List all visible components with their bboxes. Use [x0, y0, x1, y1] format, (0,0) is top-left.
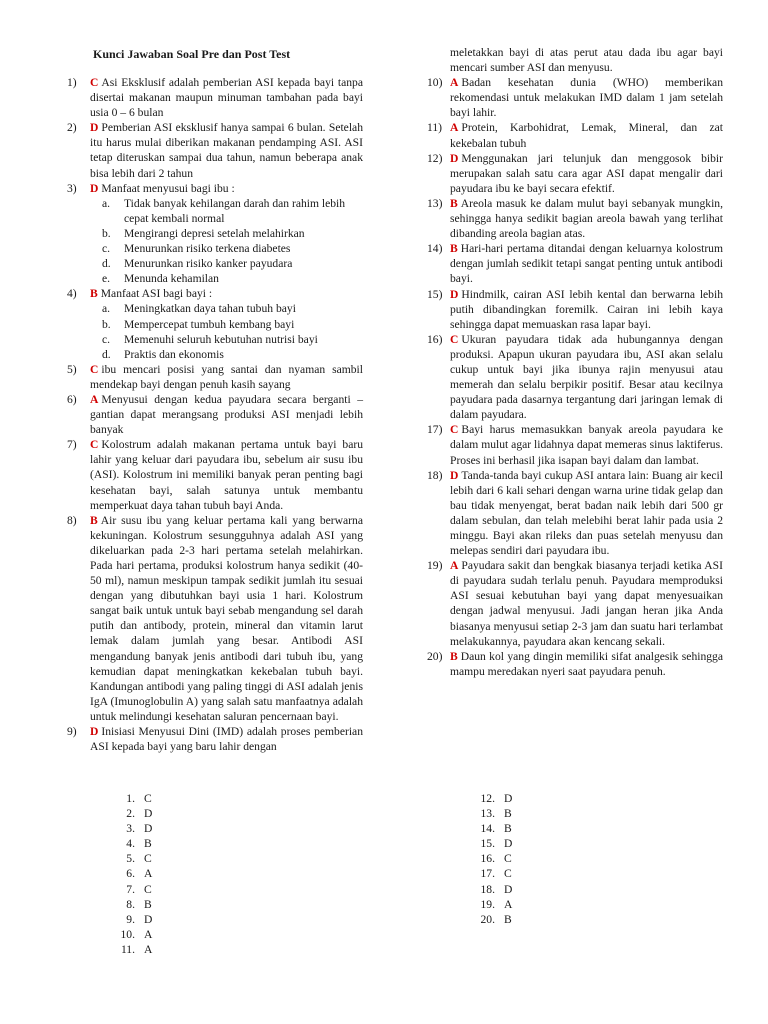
key-number: 4.	[126, 837, 135, 851]
item-text	[450, 287, 723, 332]
sub-list-item	[102, 301, 363, 316]
sub-list-item	[102, 332, 363, 347]
continued-text: meletakkan bayi di atas perut atau dada ibu agar bayi mencari sumber ASI dan menyusu.	[450, 46, 723, 75]
key-answer: C	[504, 867, 512, 881]
key-number: 6.	[126, 867, 135, 881]
answer-key-row	[113, 851, 152, 866]
left-column	[67, 75, 363, 754]
key-number: 8.	[126, 897, 135, 911]
item-number: 2)	[67, 121, 77, 135]
key-number: 14.	[480, 822, 495, 836]
sub-item-letter: e.	[102, 272, 111, 286]
item-text	[450, 468, 723, 559]
explanation-text: Payudara sakit dan bengkak biasanya terjadi ketika ASI di payudara sudah terlalu penuh. Payudara memproduksi ASI sesuai kebutuhan bayi yang dapat menyesuaikan dengan jadwal menyusui. Jadi jangan heran jika Anda biasanya menyusui setiap 2-3 jam dan suatu hari terlambat melakukannya, payudara akan kencang sekali.	[450, 559, 723, 648]
answer-key-left	[113, 791, 152, 957]
key-answer: C	[144, 882, 152, 896]
item-text	[90, 75, 363, 120]
item-number: 5)	[67, 362, 77, 376]
key-number: 12.	[480, 792, 495, 805]
item-text	[90, 120, 363, 180]
answer-key-row	[113, 912, 152, 927]
key-number: 2.	[126, 807, 135, 821]
answer-letter: A	[450, 76, 459, 90]
key-number: 20.	[480, 912, 495, 926]
item-text	[90, 724, 363, 754]
answer-item	[427, 241, 723, 286]
key-answer: D	[144, 807, 153, 821]
sub-item-letter: d.	[102, 257, 111, 271]
explanation-text: Ukuran payudara tidak ada hubungannya dengan produksi. Apapun ukuran payudara ibu, ASI akan selalu cukup untuk bayi jika ibunya rajin menyusui atau memerah dan selalu berpikir positif. Besar atau kecilnya payudara pada dasarnya tergantung dari jaringan lemak di dalam payudara.	[450, 332, 723, 422]
answer-item	[427, 649, 723, 679]
item-text	[90, 437, 363, 512]
item-number: 17)	[427, 423, 443, 437]
explanation-text: Inisiasi Menyusui Dini (IMD) adalah proses pemberian ASI kepada bayi yang baru lahir dengan	[90, 725, 363, 754]
answer-item	[67, 392, 363, 437]
item-text	[450, 120, 723, 150]
answer-item	[67, 286, 363, 361]
item-number: 4)	[67, 287, 77, 301]
item-number: 1)	[67, 76, 77, 89]
answer-letter: B	[90, 513, 98, 527]
explanation-text: Air susu ibu yang keluar pertama kali yang berwarna kekuningan. Kolostrum sesungguhnya adalah ASI yang dikeluarkan pada 2-3 hari pertama setelah melahirkan. Pada hari pertama, produksi kolostrum hanya sedikit (40-50 ml), namun meskipun tampak sedikit jumlah itu sesuai dengan yang dibutuhkan bayi usia 1 hari. Kolostrum sangat baik untuk untuk bayi sebab mengandung sel darah putih dan antibody, protein, mineral dan vitamin larut lemak dalam jumlah yang besar. Antibodi ASI mengandung banyak jenis antibodi dari tubuh ibu, yang kemudian dapat meningkatkan kekebalan tubuh bayi. Kandungan antibodi yang paling tinggi di ASI adalah jenis IgA (Imunoglobulin A) yang salah satu manfaatnya adalah untuk melindungi kesehatan saluran pencernaan bayi.	[90, 513, 363, 723]
key-answer: A	[144, 942, 153, 956]
item-text	[450, 196, 723, 241]
item-number: 11)	[427, 121, 443, 135]
key-number: 15.	[480, 837, 495, 851]
answer-letter: B	[90, 287, 98, 301]
sub-item-text: Menurunkan risiko kanker payudara	[124, 257, 293, 271]
explanation-text: Kolostrum adalah makanan pertama untuk bayi baru lahir yang keluar dari payudara ibu, sebelum air susu ibu (ASI). Kolostrum ini memiliki banyak peran penting bagi kesehatan bayi, salah satunya untuk membantu memperkuat daya tahan tubuh bayi Anda.	[90, 438, 363, 512]
answer-key-row	[113, 927, 152, 942]
sub-list-item	[102, 271, 363, 286]
item-text	[90, 392, 363, 437]
answer-key-row	[473, 912, 512, 927]
answer-letter: B	[450, 242, 458, 256]
answer-letter: D	[90, 181, 99, 195]
answer-item	[67, 513, 363, 724]
item-text	[450, 241, 723, 286]
answer-item	[67, 724, 363, 754]
key-answer: A	[144, 867, 153, 881]
explanation-text: Menyusui dengan kedua payudara secara berganti – gantian dapat merangsang produksi ASI menjadi lebih banyak	[90, 392, 363, 437]
answer-item	[67, 437, 363, 512]
key-number: 11.	[120, 942, 135, 956]
answer-letter: A	[90, 392, 99, 406]
item-number: 13)	[427, 196, 443, 210]
item-text	[450, 332, 723, 423]
answer-item	[67, 181, 363, 287]
key-answer: A	[504, 897, 513, 911]
key-answer: C	[144, 852, 152, 866]
item-number: 8)	[67, 513, 77, 527]
explanation-text: Manfaat ASI bagi bayi :	[100, 287, 213, 301]
sub-list	[90, 196, 363, 287]
answer-item	[427, 468, 723, 559]
answer-item	[427, 558, 723, 649]
answer-key-row	[473, 851, 512, 866]
sub-item-text: Menurunkan risiko terkena diabetes	[124, 242, 291, 256]
key-answer: C	[144, 792, 152, 805]
key-number: 9.	[126, 912, 135, 926]
item-text	[450, 75, 723, 120]
item-text	[90, 362, 363, 392]
answer-letter: A	[450, 121, 459, 135]
item-number: 19)	[427, 559, 443, 573]
sub-item-text: Mempercepat tumbuh kembang bayi	[124, 317, 295, 331]
sub-item-letter: b.	[102, 317, 111, 331]
answer-letter: D	[450, 468, 459, 482]
sub-list	[90, 301, 363, 361]
item-text	[450, 558, 723, 649]
explanation-text: Asi Eksklusif adalah pemberian ASI kepada bayi tanpa disertai makanan maupun minuman tambahan pada bayi usia 0 – 6 bulan	[90, 76, 363, 120]
key-answer: D	[504, 837, 513, 851]
answer-letter: D	[450, 287, 459, 301]
answer-key-row	[113, 836, 152, 851]
answer-item	[67, 120, 363, 180]
sub-item-letter: c.	[102, 242, 111, 256]
item-text	[90, 181, 363, 196]
key-answer: B	[144, 837, 152, 851]
key-answer: B	[144, 897, 152, 911]
sub-item-text: Mengirangi depresi setelah melahirkan	[124, 226, 305, 240]
key-answer: B	[504, 822, 512, 836]
key-answer: A	[144, 927, 153, 941]
key-number: 17.	[480, 867, 495, 881]
answer-key-row	[473, 866, 512, 881]
key-answer: C	[504, 852, 512, 866]
sub-item-letter: b.	[102, 226, 111, 240]
answer-key-row	[113, 821, 152, 836]
explanation-text: Badan kesehatan dunia (WHO) memberikan rekomendasi untuk melakukan IMD dalam 1 jam setelah bayi lahir.	[450, 76, 723, 120]
item-number: 10)	[427, 76, 443, 90]
answer-letter: A	[450, 559, 459, 573]
item-text	[90, 513, 363, 724]
answer-letter: C	[90, 438, 99, 452]
item-number: 7)	[67, 438, 77, 452]
answer-letter: B	[450, 196, 458, 210]
answer-key-row	[113, 791, 152, 806]
sub-item-text: Praktis dan ekonomis	[124, 347, 224, 361]
item-text	[450, 649, 723, 679]
item-number: 18)	[427, 468, 443, 482]
sub-list-item	[102, 226, 363, 241]
answer-letter: C	[90, 362, 99, 376]
sub-item-text: Tidak banyak kehilangan darah dan rahim lebih cepat kembali normal	[124, 196, 346, 225]
explanation-text: Hindmilk, cairan ASI lebih kental dan berwarna lebih putih dibandingkan foremilk. Cairan ini lebih kaya sehingga dapat memuaskan rasa lapar bayi.	[450, 287, 723, 331]
item-number: 15)	[427, 287, 443, 301]
answer-letter: D	[90, 725, 99, 739]
key-number: 10.	[120, 927, 135, 941]
page-title: Kunci Jawaban Soal Pre dan Post Test	[93, 47, 291, 61]
answer-item	[427, 196, 723, 241]
key-number: 19.	[480, 897, 495, 911]
sub-list-item	[102, 317, 363, 332]
answer-key-row	[113, 897, 152, 912]
item-number: 20)	[427, 649, 443, 663]
item-text	[450, 151, 723, 196]
answer-item	[427, 332, 723, 423]
sub-item-text: Meningkatkan daya tahan tubuh bayi	[124, 302, 296, 316]
answer-item	[427, 287, 723, 332]
key-answer: D	[144, 912, 153, 926]
answer-key-row	[473, 821, 512, 836]
explanation-text: Pemberian ASI eksklusif hanya sampai 6 bulan. Setelah itu harus mulai diberikan makanan pendamping ASI. ASI tetap diteruskan sampai dua tahun, namun beberapa anak bisa lebih dari 2 tahun	[90, 121, 363, 180]
sub-item-letter: a.	[102, 302, 111, 316]
answer-key-right	[473, 791, 512, 927]
key-number: 7.	[126, 882, 135, 896]
sub-item-text: Memenuhi seluruh kebutuhan nutrisi bayi	[124, 332, 318, 346]
explanation-text: Manfaat menyusui bagi ibu :	[101, 181, 235, 195]
answer-key-row	[113, 942, 152, 957]
item-text	[90, 286, 363, 301]
explanation-text: Tanda-tanda bayi cukup ASI antara lain: Buang air kecil lebih dari 6 kali sehari dengan warna urine tidak gelap dan bau tidak menyengat, berat badan naik lebih dari 500 gr dalam sebulan, dan telah melebihi berat lahir pada usia 2 minggu. Bayi akan rileks dan puas setelah menyusu dan melepas sendiri dari payudara ibu.	[450, 468, 723, 558]
answer-letter: C	[90, 76, 99, 89]
explanation-text: Menggunakan jari telunjuk dan menggosok bibir merupakan salah satu cara agar ASI dapat mengalir dari payudara ibu ke bayi secara efektif.	[450, 151, 723, 195]
sub-list-item	[102, 241, 363, 256]
key-answer: D	[144, 822, 153, 836]
item-number: 16)	[427, 332, 443, 346]
sub-item-letter: c.	[102, 332, 111, 346]
item-number: 12)	[427, 151, 443, 165]
answer-key-row	[473, 897, 512, 912]
explanation-text: Daun kol yang dingin memiliki sifat analgesik sehingga mampu meredakan nyeri saat payudara penuh.	[450, 649, 723, 678]
key-number: 1.	[126, 792, 135, 805]
key-number: 3.	[126, 822, 135, 836]
answer-letter: D	[450, 151, 459, 165]
item-number: 3)	[67, 181, 77, 195]
item-number: 9)	[67, 725, 77, 739]
answer-letter: C	[450, 423, 459, 437]
key-number: 5.	[126, 852, 135, 866]
sub-list-item	[102, 347, 363, 362]
item-number: 14)	[427, 242, 443, 256]
answer-key-row	[473, 806, 512, 821]
explanation-text: Bayi harus memasukkan banyak areola payudara ke dalam mulut agar lidahnya dapat memeras sinus laktiferus. Proses ini berhasil jika isapan bayi dalam dan lambat.	[450, 423, 724, 467]
explanation-text: Areola masuk ke dalam mulut bayi sebanyak mungkin, sehingga hanya sedikit bagian areola bawah yang terlihat dibanding areola bagian atas.	[450, 196, 723, 241]
sub-list-item	[102, 196, 363, 226]
key-number: 13.	[480, 807, 495, 821]
key-answer: D	[504, 792, 513, 805]
answer-item	[427, 422, 723, 467]
answer-key-row	[473, 791, 512, 806]
answer-letter: D	[90, 121, 99, 135]
key-answer: B	[504, 807, 512, 821]
item-number: 6)	[67, 392, 77, 406]
answer-key-row	[113, 866, 152, 881]
key-answer: B	[504, 912, 512, 926]
item-text	[450, 422, 723, 467]
sub-list-item	[102, 256, 363, 271]
answer-item	[67, 75, 363, 120]
key-answer: D	[504, 882, 513, 896]
answer-item	[67, 362, 363, 392]
answer-letter: C	[450, 332, 459, 346]
explanation-text: Protein, Karbohidrat, Lemak, Mineral, dan zat kekebalan tubuh	[450, 121, 723, 150]
explanation-text: Hari-hari pertama ditandai dengan keluarnya kolostrum dengan jumlah sedikit tetapi sangat penting untuk antibodi bayi.	[450, 242, 723, 286]
explanation-text: ibu mencari posisi yang santai dan nyaman sambil mendekap bayi dengan penuh kasih sayang	[90, 362, 363, 391]
sub-item-letter: d.	[102, 347, 111, 361]
sub-item-text: Menunda kehamilan	[124, 272, 219, 286]
answer-item	[427, 120, 723, 150]
answer-key-row	[113, 882, 152, 897]
key-number: 16.	[480, 852, 495, 866]
answer-key-row	[473, 836, 512, 851]
answer-item	[427, 151, 723, 196]
answer-key-row	[473, 882, 512, 897]
right-column	[427, 45, 723, 679]
key-number: 18.	[480, 882, 495, 896]
answer-key-row	[113, 806, 152, 821]
sub-item-letter: a.	[102, 196, 111, 210]
answer-letter: B	[450, 649, 458, 663]
answer-item	[427, 75, 723, 120]
